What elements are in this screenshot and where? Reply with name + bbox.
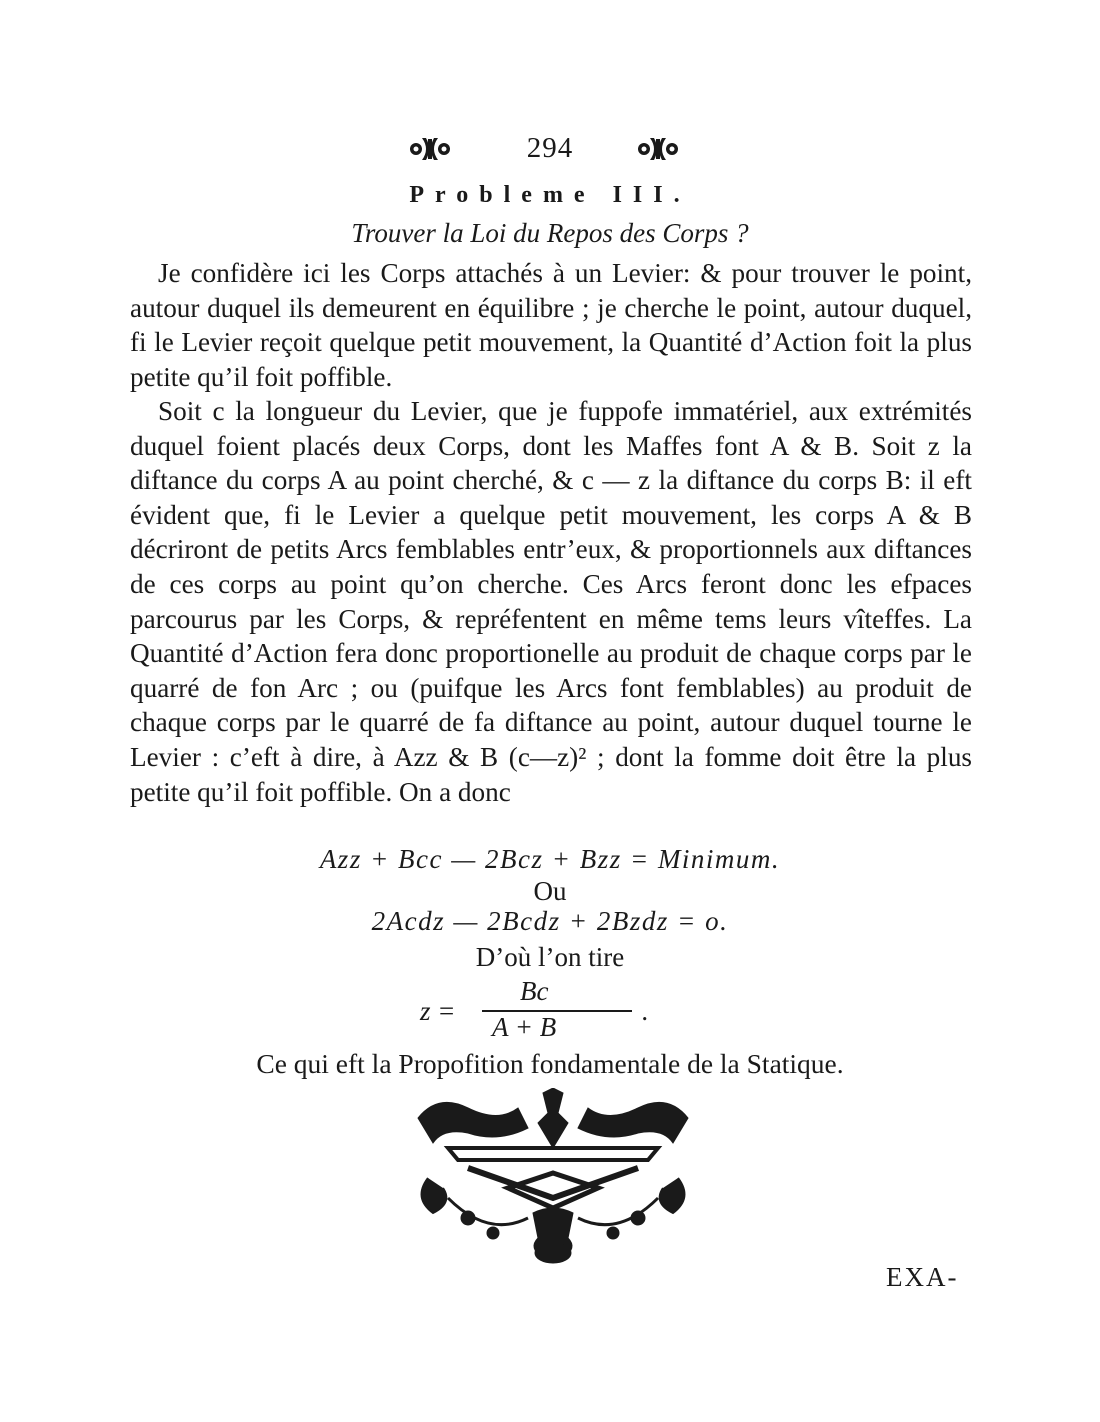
- paragraph-1: [130, 256, 972, 394]
- fraction-numerator: Bc: [520, 976, 549, 1006]
- fraction-denominator: A + B: [492, 1012, 557, 1042]
- equation-differential: 2Acdz — 2Bcdz + 2Bzdz = o.: [371, 906, 729, 936]
- paragraph-2: [130, 394, 972, 809]
- conclusion-line: Ce qui eft la Propofition fondamentale de la Statique.: [256, 1048, 844, 1079]
- page-header: [0, 128, 1100, 172]
- fraction-lhs: z =: [420, 996, 456, 1026]
- paragraph-text: Je confidère ici les Corps attachés à un Levier: & pour trouver le point, autour duquel ils demeurent en équilibre ; je cherche le point, autour duquel, fi le Levier reçoit quelque petit mouvement, la Quantité d’Action foit la plus petite qu’il foit poffible.: [130, 258, 972, 392]
- equation-minimum: Azz + Bcc — 2Bcz + Bzz = Minimum.: [319, 844, 781, 874]
- connective-ou: Ou: [533, 876, 567, 906]
- page-number: 294: [526, 132, 574, 164]
- fleuron-icon: [636, 134, 680, 164]
- problem-title: Probleme III.: [409, 182, 691, 208]
- fraction-period: .: [642, 996, 649, 1026]
- connective-dou: D’où l’on tire: [475, 942, 625, 972]
- paragraph-text: Soit c la longueur du Levier, que je fuppofe immatériel, aux extrémités duquel foient placés deux Corps, dont les Maffes font A & B. Soit z la diftance du corps A au point cherché, & c — z la diftance du corps B: il eft évident que, fi le Levier a quelque petit mouvement, les corps A & B décriront de petits Arcs femblables entr’eux, & proportionnels aux diftances de ces corps au point qu’on cherche. Ces Arcs feront donc les efpaces parcourus par les Corps, & repréfentent en même tems leurs vîteffes. La Quantité d’Action fera donc proportionelle au produit de chaque corps par le quarré de fon Arc ; ou (puifque les Arcs font femblables) au produit de chaque corps par le quarré de fa diftance au point, autour duquel tourne le Levier : c’eft à dire, à Azz & B (c—z)² ; dont la fomme doit être la plus petite qu’il foit poffible. On a donc: [130, 396, 972, 807]
- catchword: EXA-: [886, 1262, 959, 1292]
- tailpiece-ornament-icon: [408, 1088, 698, 1268]
- problem-subtitle: Trouver la Loi du Repos des Corps ?: [351, 218, 749, 248]
- fraction-equation: [420, 976, 680, 1046]
- fleuron-icon: [408, 134, 452, 164]
